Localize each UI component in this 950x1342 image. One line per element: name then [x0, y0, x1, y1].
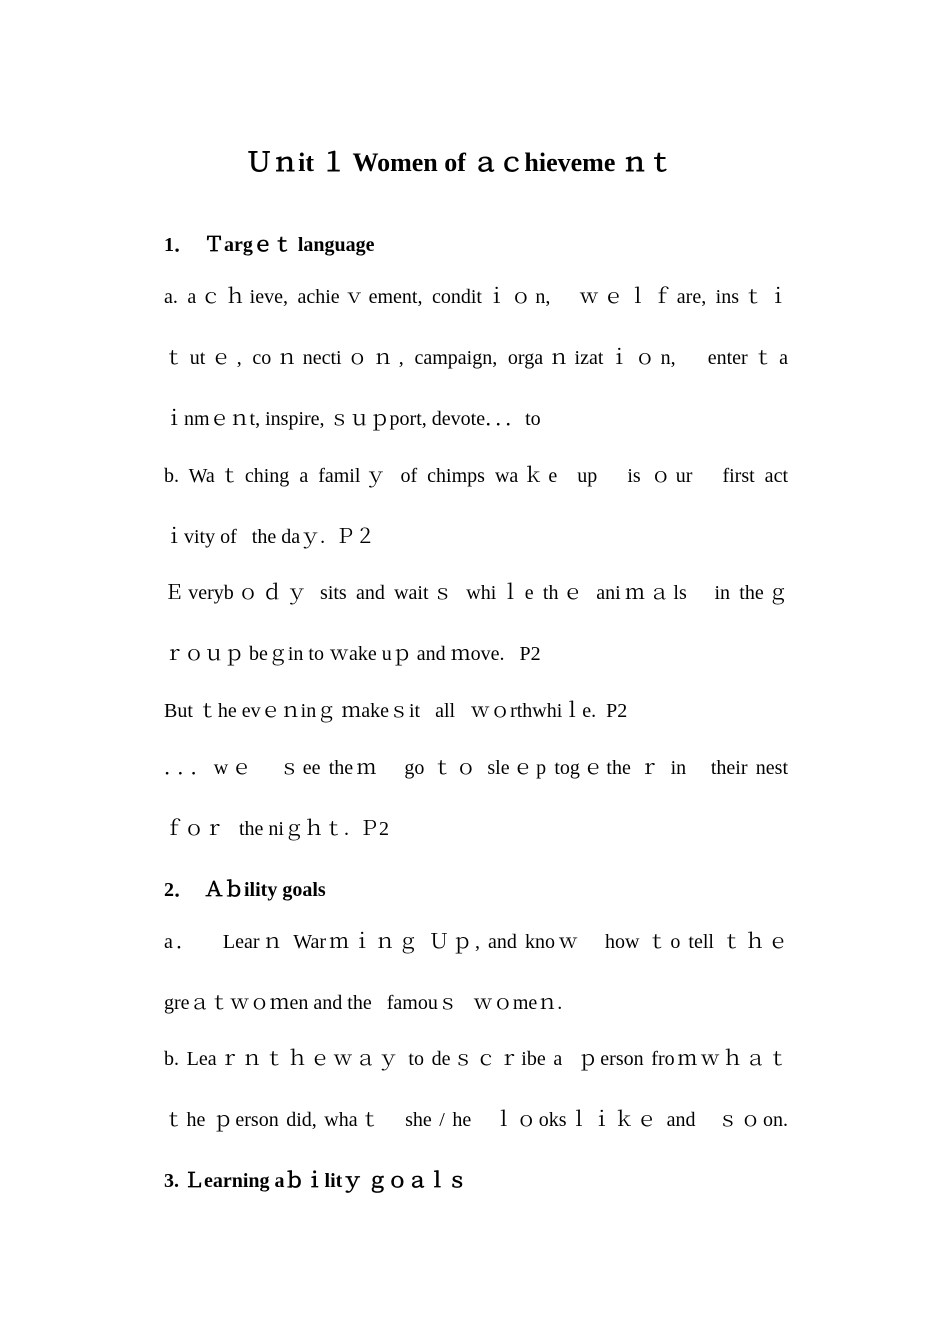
page-title: Ｕｎit １ Women of ａｃhieveme ｎｔ [246, 148, 674, 177]
paragraph-line: a． Learｎ Warｍｉｎｇ Ｕｐ, and knoｗ how ｔo tell ｔｈｅ [164, 931, 788, 953]
paragraph-line: ．．．wｅ ｓee theｍ go ｔｏ sleｅp togｅthe ｒ in their nest [164, 757, 788, 779]
paragraph-line: But ｔhe evｅｎinｇ ｍakeｓit all ｗｏrthwhiｌe. P2 [164, 700, 628, 722]
paragraph-line: greａｔｗｏｍen and the famouｓ ｗｏmeｎ. [164, 992, 563, 1014]
paragraph-line: Ｅverybｏｄｙ sits and waitｓ whiｌe thｅ aniｍａls in theｇ [164, 582, 788, 604]
paragraph-line: a. aｃｈieve, achieｖement, conditｉｏn, ｗｅｌｆare, insｔｉ [164, 286, 788, 308]
paragraph-line: ｉnmｅｎt, inspire, ｓｕｐport, devote．．．to [164, 408, 541, 430]
paragraph-line: ｔhe ｐerson did, whaｔ she / he ｌｏoksｌｉｋｅ and ｓｏon. [164, 1109, 788, 1131]
paragraph-line: ｔutｅ, coｎnectiｏｎ, campaign, orgaｎizatｉｏn, enterｔa [164, 347, 788, 369]
section-heading-target-language: 1． Ｔargｅｔ language [164, 234, 375, 256]
paragraph-line: b. Leaｒｎｔｈｅｗａｙ to deｓｃｒibe a ｐerson froｍｗｈａｔ [164, 1048, 788, 1070]
paragraph-line: ｆｏｒ the niｇｈｔ. Ｐ2 [164, 818, 389, 840]
paragraph-line: ｒｏｕｐ beｇin to ｗake uｐ and ｍove. P2 [164, 643, 541, 665]
paragraph-line: ｉvity of the daｙ. Ｐ２ [164, 526, 376, 548]
section-heading-learning-ability-goals: 3. Ｌearning aｂｉlitｙ ｇｏａｌｓ [164, 1170, 468, 1192]
paragraph-line: b. Waｔching a familｙ of chimps waｋe up is ｏur first act [164, 465, 788, 487]
section-heading-ability-goals: 2． Ａｂility goals [164, 879, 326, 901]
